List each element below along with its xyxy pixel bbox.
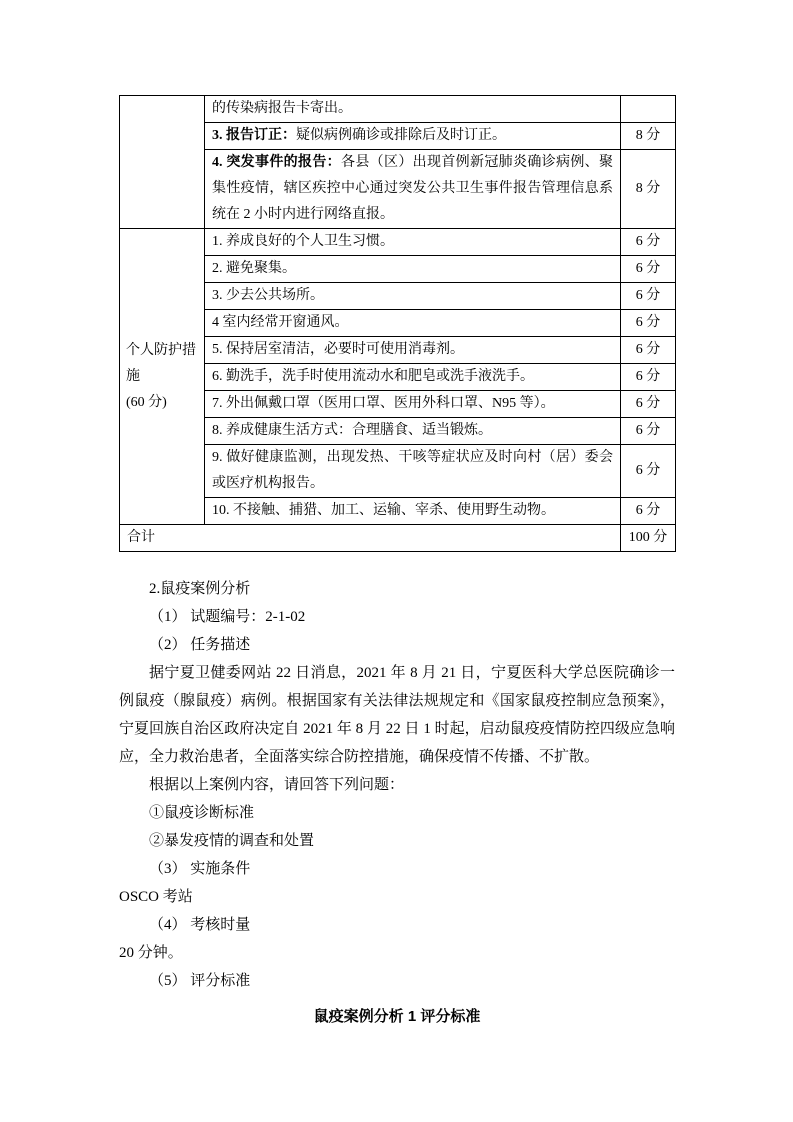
item-text: 各县（区）出现首例新冠肺炎确诊病例、聚集性疫情，辖区疾控中心通过突发公共卫生事件报告管理信息系统在 2 小时内进行网络直报。 xyxy=(212,155,613,222)
p-task-description-label: （2） 任务描述 xyxy=(149,637,251,653)
score-cell: 8 分 xyxy=(621,123,676,150)
p-implementation-conditions-label: （3） 实施条件 xyxy=(149,861,251,877)
p-case-analysis-title: 2.鼠疫案例分析 xyxy=(149,581,251,597)
content-area xyxy=(119,95,675,1031)
p-question-number: （1） 试题编号：2-1-02 xyxy=(149,609,306,625)
item-text: 5. 保持居室清洁，必要时可使用消毒剂。 xyxy=(212,342,464,357)
item-text: 3. 少去公共场所。 xyxy=(212,288,324,303)
item-text: 2. 避免聚集。 xyxy=(212,261,296,276)
item-cell xyxy=(205,150,621,229)
item-cell xyxy=(205,310,621,337)
item-lead: 3. 报告订正： xyxy=(212,128,296,143)
category-cell-empty xyxy=(120,96,205,229)
p-question-intro: 根据以上案例内容，请回答下列问题： xyxy=(149,777,405,793)
item-text: 疑似病例确诊或排除后及时订正。 xyxy=(296,128,506,143)
item-cell xyxy=(205,283,621,310)
total-label-cell: 合计 xyxy=(120,525,621,552)
score-cell: 6 分 xyxy=(621,364,676,391)
p-exam-duration-label: （4） 考核时量 xyxy=(149,917,251,933)
item-cell xyxy=(205,337,621,364)
p-scoring-criteria-label: （5） 评分标准 xyxy=(149,973,251,989)
item-cell xyxy=(205,229,621,256)
total-row xyxy=(120,525,676,552)
score-cell: 6 分 xyxy=(621,391,676,418)
item-cell xyxy=(205,96,621,123)
body-text xyxy=(119,575,675,995)
category-line: 个人防护措 xyxy=(126,342,196,358)
p-question-2: ②暴发疫情的调查和处置 xyxy=(149,833,315,849)
item-lead: 4. 突发事件的报告： xyxy=(212,155,341,170)
item-cell xyxy=(205,364,621,391)
score-cell: 6 分 xyxy=(621,445,676,498)
table-row xyxy=(120,229,676,256)
category-line: 施 xyxy=(126,368,140,384)
score-cell: 6 分 xyxy=(621,418,676,445)
category-cell-personal-protection xyxy=(120,229,205,525)
item-text: 8. 养成健康生活方式：合理膳食、适当锻炼。 xyxy=(212,423,492,438)
p-task-description: 据宁夏卫健委网站 22 日消息，2021 年 8 月 21 日，宁夏医科大学总医院确诊一例鼠疫（腺鼠疫）病例。根据国家有关法律法规规定和《国家鼠疫控制应急预案》，宁夏回族自治区政府决定自 2021 年 8 月 22 日 1 时起，启动鼠疫疫情防控四级应急响应，全力救治患者，全面落实综合防控措施，确保疫情不传播、不扩散。 xyxy=(119,665,675,765)
next-table-title: 鼠疫案例分析 1 评分标准 xyxy=(313,1008,481,1025)
item-text: 9. 做好健康监测，出现发热、干咳等症状应及时向村（居）委会或医疗机构报告。 xyxy=(212,450,613,491)
score-cell: 6 分 xyxy=(621,256,676,283)
score-cell: 6 分 xyxy=(621,498,676,525)
p-exam-duration: 20 分钟。 xyxy=(119,945,183,961)
item-cell xyxy=(205,445,621,498)
score-cell: 6 分 xyxy=(621,283,676,310)
item-text: 4 室内经常开窗通风。 xyxy=(212,315,349,330)
item-text: 1. 养成良好的个人卫生习惯。 xyxy=(212,234,394,249)
item-text: 7. 外出佩戴口罩（医用口罩、医用外科口罩、N95 等）。 xyxy=(212,396,555,411)
item-cell xyxy=(205,256,621,283)
p-exam-station: OSCO 考站 xyxy=(119,889,193,905)
item-text: 的传染病报告卡寄出。 xyxy=(212,101,352,116)
item-cell xyxy=(205,498,621,525)
scoring-table xyxy=(119,95,676,552)
item-text: 10. 不接触、捕猎、加工、运输、宰杀、使用野生动物。 xyxy=(212,503,555,518)
score-cell: 6 分 xyxy=(621,310,676,337)
table-row xyxy=(120,96,676,123)
score-cell xyxy=(621,96,676,123)
score-cell: 6 分 xyxy=(621,229,676,256)
item-cell xyxy=(205,391,621,418)
category-line: (60 分) xyxy=(126,394,167,410)
score-cell: 6 分 xyxy=(621,337,676,364)
item-text: 6. 勤洗手，洗手时使用流动水和肥皂或洗手液洗手。 xyxy=(212,369,534,384)
total-score-cell: 100 分 xyxy=(621,525,676,552)
score-cell: 8 分 xyxy=(621,150,676,229)
item-cell xyxy=(205,418,621,445)
p-question-1: ①鼠疫诊断标准 xyxy=(149,805,255,821)
item-cell xyxy=(205,123,621,150)
